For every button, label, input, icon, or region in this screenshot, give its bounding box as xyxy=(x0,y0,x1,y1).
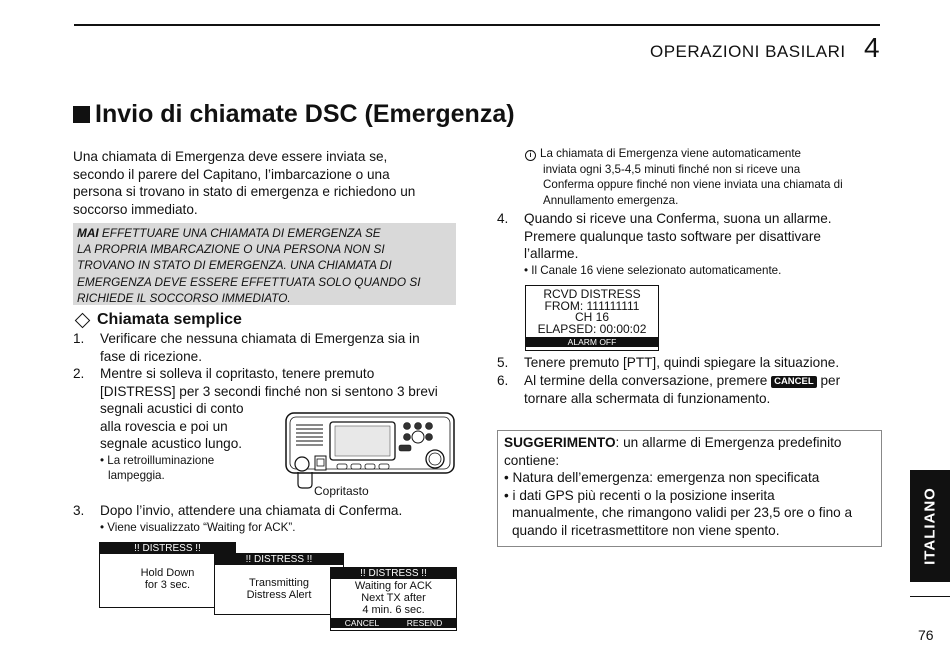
cancel-key-icon: CANCEL xyxy=(771,376,817,388)
note-line: La chiamata di Emergenza viene automaticamente xyxy=(540,147,802,160)
auto-resend-note xyxy=(525,146,885,208)
lcd-title-bar: !! DISTRESS !! xyxy=(100,543,235,554)
tip-text: : un allarme di Emergenza predefinito xyxy=(615,435,842,450)
page-number: 76 xyxy=(918,627,934,643)
lcd-screen-transmitting xyxy=(214,553,344,615)
step-4 xyxy=(497,210,882,278)
language-tab xyxy=(910,470,950,582)
lcd-line: Waiting for ACK xyxy=(354,580,433,592)
tip-label: SUGGERIMENTO xyxy=(504,435,616,450)
tip-bullet: quando il ricetrasmettitore non viene spento. xyxy=(512,522,780,538)
lcd-softkey-bar xyxy=(526,337,658,347)
warning-line: EFFETTUARE UNA CHIAMATA DI EMERGENZA SE xyxy=(98,226,381,240)
warning-line: LA PROPRIA IMBARCAZIONE O UNA PERSONA NON SI xyxy=(77,242,385,257)
step-line: per xyxy=(816,373,841,388)
lcd-line: CH 16 xyxy=(574,310,609,324)
lcd-line: Distress Alert xyxy=(246,589,312,601)
step-number: 3. xyxy=(73,503,85,518)
step-line: fase di ricezione. xyxy=(100,348,203,364)
lcd-title-bar: !! DISTRESS !! xyxy=(331,568,456,579)
language-tab-label: ITALIANO xyxy=(921,487,939,565)
section-title-text: Invio di chiamate DSC (Emergenza) xyxy=(95,100,515,128)
square-bullet-icon xyxy=(73,106,90,123)
step-1 xyxy=(73,330,453,365)
step-line: segnali acustici di conto xyxy=(100,401,244,416)
lcd-softkey-bar xyxy=(331,618,456,628)
step-line: segnale acustico lungo. xyxy=(100,436,243,451)
copritasto-label: Copritasto xyxy=(314,484,369,498)
tip-bullet: • Natura dell’emergenza: emergenza non specificata xyxy=(504,470,820,485)
note-line: Conferma oppure finché non viene inviata una chiamata di xyxy=(543,178,843,191)
tip-box xyxy=(497,430,882,547)
lcd-line: 4 min. 6 sec. xyxy=(362,604,425,616)
softkey-alarm-off: ALARM OFF xyxy=(567,337,617,347)
intro-line: soccorso immediato. xyxy=(73,201,198,217)
radio-device-illustration xyxy=(285,412,457,490)
intro-paragraph xyxy=(73,148,415,218)
note-line: Annullamento emergenza. xyxy=(543,193,679,207)
step-line: Premere qualunque tasto software per disattivare xyxy=(524,228,821,244)
diamond-icon xyxy=(75,312,91,328)
subsection-title xyxy=(73,311,242,329)
lcd-line: Next TX after xyxy=(361,592,426,604)
warning-line: RICHIEDE IL SOCCORSO IMMEDIATO. xyxy=(77,290,291,305)
lcd-line: Hold Down xyxy=(140,567,195,579)
warning-box xyxy=(73,223,456,305)
lcd-line: ELAPSED: 00:00:02 xyxy=(537,321,647,336)
step-line: Verificare che nessuna chiamata di Emergenza sia in xyxy=(100,331,420,346)
step-6 xyxy=(497,372,882,407)
step-line: Quando si riceve una Conferma, suona un allarme. xyxy=(524,211,832,226)
step-line: Al termine della conversazione, premere xyxy=(524,373,772,388)
lcd-screen-rcvd-distress xyxy=(525,285,659,351)
lcd-line: for 3 sec. xyxy=(144,579,191,591)
lcd-line: FROM: 111111111 xyxy=(544,298,640,313)
step-line: alla rovescia e poi un xyxy=(100,418,228,434)
step-number: 5. xyxy=(497,355,509,370)
tip-bullet: • i dati GPS più recenti o la posizione inserita xyxy=(504,487,775,503)
step-line: l’allarme. xyxy=(524,246,579,261)
step-5 xyxy=(497,354,882,372)
section-title xyxy=(73,100,515,129)
intro-line: persona si trovano in stato di emergenza e richiedono un xyxy=(73,184,416,199)
intro-line: Una chiamata di Emergenza deve essere inviata se, xyxy=(73,149,388,164)
tip-text: contiene: xyxy=(504,452,560,468)
warning-bold: MAI xyxy=(77,226,99,240)
step-line: Tenere premuto [PTT], quindi spiegare la situazione. xyxy=(524,355,840,370)
tip-bullet: manualmente, che rimangono validi per 23,5 ore o fino a xyxy=(512,505,853,520)
step-3 xyxy=(73,502,453,535)
step-number: 2. xyxy=(73,366,85,381)
lcd-line: RCVD DISTRESS xyxy=(543,287,641,301)
lcd-screen-waiting-ack xyxy=(330,567,457,631)
step-line: tornare alla schermata di funzionamento. xyxy=(524,390,771,406)
softkey-resend: RESEND xyxy=(406,618,443,628)
subsection-text: Chiamata semplice xyxy=(97,311,242,328)
chapter-number: 4 xyxy=(864,32,880,63)
step-note: • Viene visualizzato “Waiting for ACK”. xyxy=(100,520,296,534)
note-line: inviata ogni 3,5-4,5 minuti finché non si riceve una xyxy=(543,162,801,176)
header-rule xyxy=(74,24,880,26)
lcd-line: Transmitting xyxy=(248,577,310,589)
step-number: 6. xyxy=(497,373,509,388)
lcd-title-bar: !! DISTRESS !! xyxy=(215,554,343,565)
step-line: Mentre si solleva il copritasto, tenere premuto xyxy=(100,366,375,381)
intro-line: secondo il parere del Capitano, l’imbarcazione o una xyxy=(73,166,390,182)
softkey-cancel: CANCEL xyxy=(344,618,380,628)
warning-line: EMERGENZA DEVE ESSERE EFFETTUATA SOLO QUANDO SI xyxy=(77,274,421,289)
step-note: • La retroilluminazione xyxy=(100,453,215,467)
info-icon: i xyxy=(525,150,536,161)
header-title: OPERAZIONI BASILARI xyxy=(650,42,846,61)
step-note: lampeggia. xyxy=(108,469,165,482)
footer-rule xyxy=(910,596,950,597)
step-number: 4. xyxy=(497,211,509,226)
step-line: [DISTRESS] per 3 secondi finché non si sentono 3 brevi xyxy=(100,383,438,399)
warning-line: TROVANO IN STATO DI EMERGENZA. UNA CHIAMATA DI xyxy=(77,258,392,273)
step-note: • Il Canale 16 viene selezionato automaticamente. xyxy=(524,263,782,277)
step-line: Dopo l’invio, attendere una chiamata di Conferma. xyxy=(100,503,403,518)
step-number: 1. xyxy=(73,331,85,346)
